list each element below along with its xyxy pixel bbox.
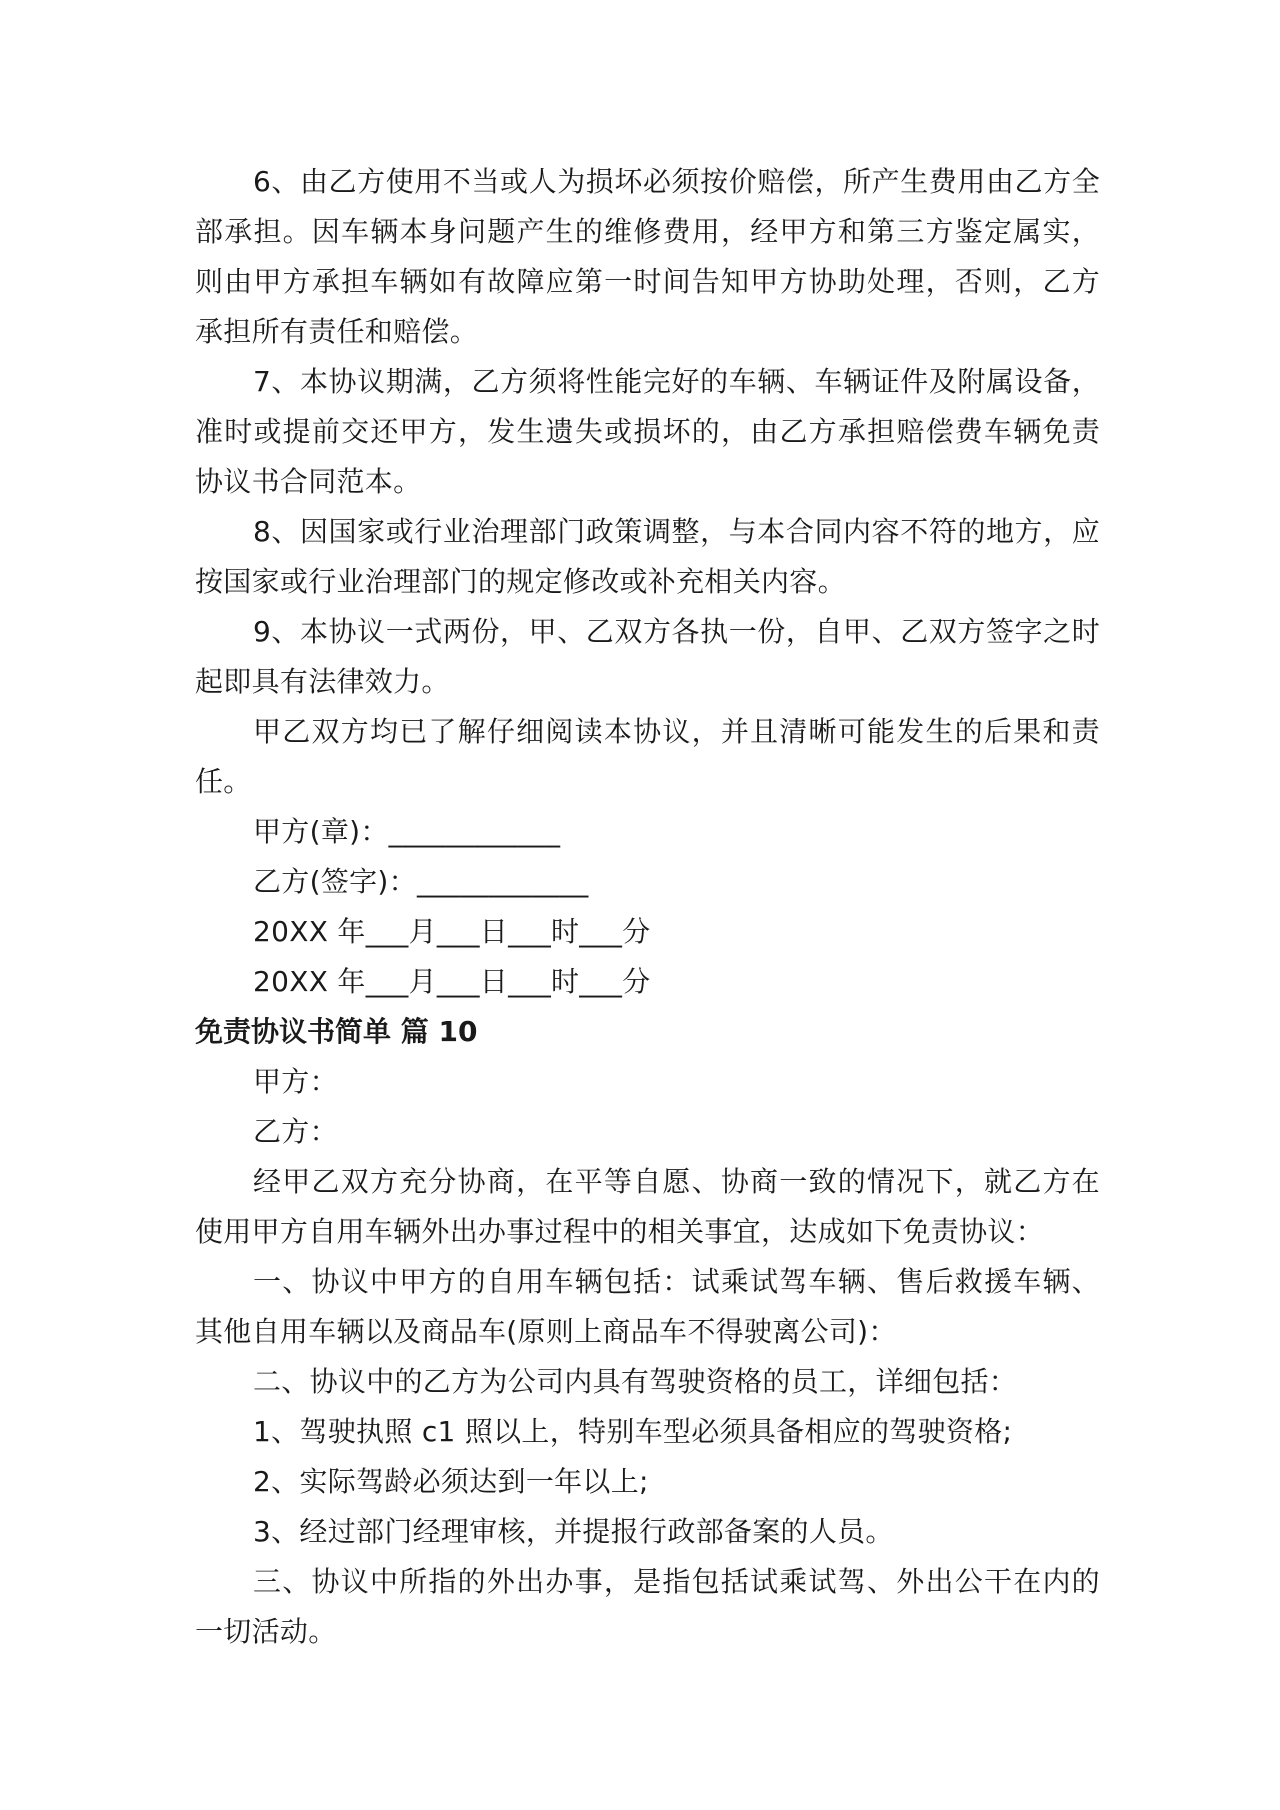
paragraph-clause-7: 7、本协议期满，乙方须将性能完好的车辆、车辆证件及附属设备，准时或提前交还甲方，发生遗失或损坏的，由乙方承担赔偿费车辆免责协议书合同范本。 (195, 365, 1100, 498)
date-line-2: 20XX 年___月___日___时___分 (253, 965, 651, 998)
paragraph-preamble: 经甲乙双方充分协商，在平等自愿、协商一致的情况下，就乙方在使用甲方自用车辆外出办事过程中的相关事宜，达成如下免责协议： (195, 1165, 1100, 1248)
paragraph-clause-9: 9、本协议一式两份，甲、乙双方各执一份，自甲、乙双方签字之时起即具有法律效力。 (195, 615, 1100, 698)
paragraph-item-1: 1、驾驶执照 c1 照以上，特别车型必须具备相应的驾驶资格; (253, 1415, 1013, 1448)
paragraph-acknowledgement: 甲乙双方均已了解仔细阅读本协议，并且清晰可能发生的后果和责任。 (195, 715, 1100, 798)
party-a-label: 甲方： (253, 1065, 338, 1098)
party-a-seal-line: 甲方(章)：____________ (253, 815, 561, 848)
party-b-label: 乙方： (253, 1115, 338, 1148)
party-b-signature-line: 乙方(签字)：____________ (253, 865, 589, 898)
paragraph-article-3: 三、协议中所指的外出办事，是指包括试乘试驾、外出公干在内的一切活动。 (195, 1565, 1100, 1648)
date-line-1: 20XX 年___月___日___时___分 (253, 915, 651, 948)
paragraph-clause-6: 6、由乙方使用不当或人为损坏必须按价赔偿，所产生费用由乙方全部承担。因车辆本身问题产生的维修费用，经甲方和第三方鉴定属实，则由甲方承担车辆如有故障应第一时间告知甲方协助处理，否则，乙方承担所有责任和赔偿。 (195, 165, 1100, 348)
document-body (195, 157, 1100, 1657)
section-heading: 免责协议书简单 篇 10 (195, 1015, 478, 1048)
paragraph-clause-8: 8、因国家或行业治理部门政策调整，与本合同内容不符的地方，应按国家或行业治理部门的规定修改或补充相关内容。 (195, 515, 1100, 598)
paragraph-article-1: 一、协议中甲方的自用车辆包括：试乘试驾车辆、售后救援车辆、其他自用车辆以及商品车(原则上商品车不得驶离公司)： (195, 1265, 1100, 1348)
paragraph-item-2: 2、实际驾龄必须达到一年以上; (253, 1465, 649, 1498)
paragraph-item-3: 3、经过部门经理审核，并提报行政部备案的人员。 (253, 1515, 894, 1548)
paragraph-article-2: 二、协议中的乙方为公司内具有驾驶资格的员工，详细包括： (253, 1365, 1018, 1398)
